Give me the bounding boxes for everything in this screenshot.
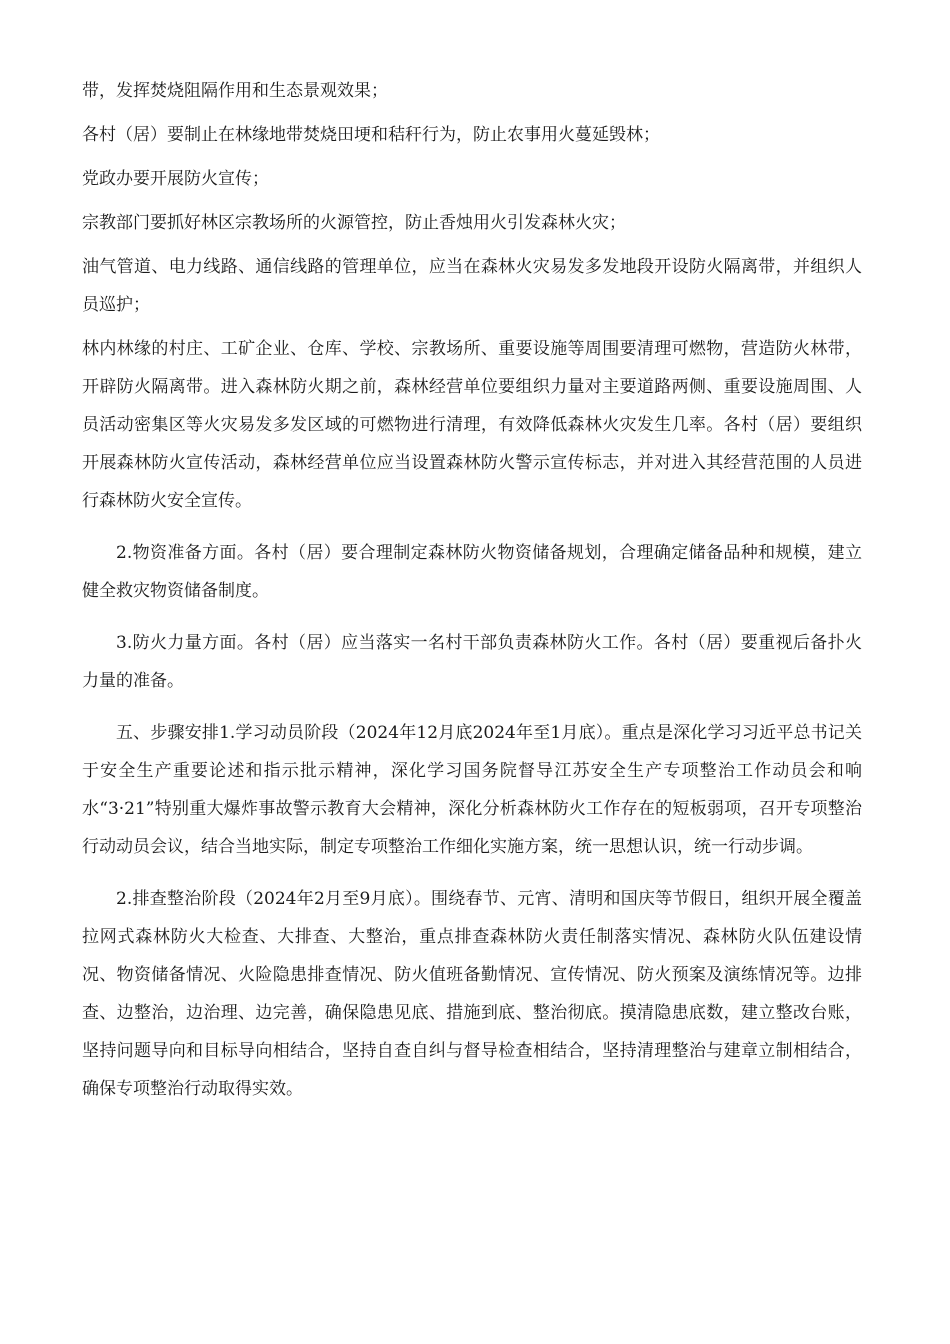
paragraph-burning-barrier: 带，发挥焚烧阻隔作用和生态景观效果； xyxy=(82,81,388,101)
paragraph-publicity-office: 党政办要开展防火宣传； xyxy=(82,169,269,189)
paragraph-religious-sites: 宗教部门要抓好林区宗教场所的火源管控，防止香烛用火引发森林火灾； xyxy=(82,213,626,233)
paragraph-inspection-rectification: 2.排查整治阶段（2024年2月至9月底）。围绕春节、元宵、清明和国庆等节假日，组织开展全覆盖拉网式森林防火大检查、大排查、大整治，重点排查森林防火责任制落实情况、森林防火队伍建设情况、物资储备情况、火险隐患排查情况、防火值班备勤情况、宣传情况、防火预案及演练情况等。边排查、边整治，边治理、边完善，确保隐患见底、措施到底、整治彻底。摸清隐患底数，建立整改台账，坚持问题导向和目标导向相结合，坚持自查自纠与督导检查相结合，坚持清理整治与建章立制相结合，确保专项整治行动取得实效。 xyxy=(82,889,862,1099)
paragraph-materials-preparation: 2.物资准备方面。各村（居）要合理制定森林防火物资储备规划，合理确定储备品种和规模，建立健全救灾物资储备制度。 xyxy=(82,543,862,601)
paragraph-village-burning-ban: 各村（居）要制止在林缘地带焚烧田埂和秸秆行为，防止农事用火蔓延毁林； xyxy=(82,125,660,145)
paragraph-firefighting-forces: 3.防火力量方面。各村（居）应当落实一名村干部负责森林防火工作。各村（居）要重视后备扑火力量的准备。 xyxy=(82,633,862,691)
document-body xyxy=(82,72,862,1114)
paragraph-forest-edge-clearing: 林内林缘的村庄、工矿企业、仓库、学校、宗教场所、重要设施等周围要清理可燃物，营造防火林带，开辟防火隔离带。进入森林防火期之前，森林经营单位要组织力量对主要道路两侧、重要设施周围、人员活动密集区等火灾易发多发区域的可燃物进行清理，有效降低森林火灾发生几率。各村（居）要组织开展森林防火宣传活动，森林经营单位应当设置森林防火警示宣传标志，并对进入其经营范围的人员进行森林防火安全宣传。 xyxy=(82,339,862,511)
paragraph-utility-lines: 油气管道、电力线路、通信线路的管理单位，应当在森林火灾易发多发地段开设防火隔离带，并组织人员巡护； xyxy=(82,257,862,315)
paragraph-study-mobilization: 五、步骤安排1.学习动员阶段（2024年12月底2024年至1月底）。重点是深化学习习近平总书记关于安全生产重要论述和指示批示精神，深化学习国务院督导江苏安全生产专项整治工作动员会和响水“3·21”特别重大爆炸事故警示教育大会精神，深化分析森林防火工作存在的短板弱项，召开专项整治行动动员会议，结合当地实际，制定专项整治工作细化实施方案，统一思想认识，统一行动步调。 xyxy=(82,723,862,857)
